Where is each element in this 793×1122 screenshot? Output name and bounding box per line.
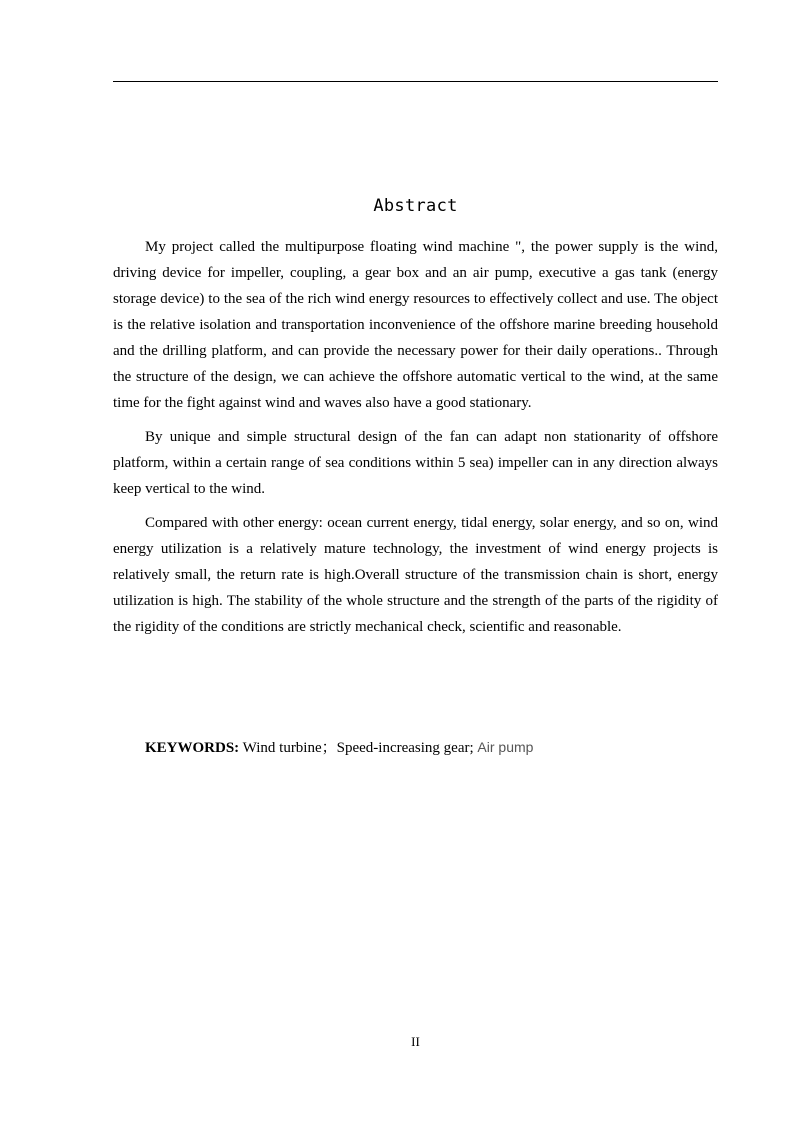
- abstract-paragraph-2: By unique and simple structural design of the fan can adapt non stationarity of offshore platform, within a certain range of sea conditions within 5 sea) impeller can in any direction always keep vertical to the wind.: [113, 429, 718, 497]
- abstract-body: [113, 234, 718, 648]
- keywords-items: Wind turbine；Speed-increasing gear;: [242, 740, 478, 756]
- abstract-paragraph-3: Compared with other energy: ocean current energy, tidal energy, solar energy, and so on, wind energy utilization is a relatively mature technology, the investment of wind energy projects is relatively small, the return rate is high.Overall structure of the transmission chain is short, energy utilization is high. The stability of the whole structure and the strength of the parts of the rigidity of the rigidity of the conditions are strictly mechanical check, scientific and reasonable.: [113, 515, 718, 635]
- header-rule: [113, 81, 718, 82]
- keywords-line: [145, 735, 718, 760]
- page-number: II: [411, 1034, 420, 1049]
- keywords-label: KEYWORDS:: [145, 740, 240, 756]
- abstract-paragraph-1: My project called the multipurpose floating wind machine ", the power supply is the wind, driving device for impeller, coupling, a gear box and an air pump, executive a gas tank (energy storage device) to the sea of the rich wind energy resources to effectively collect and use. The object is the relative isolation and transportation inconvenience of the offshore marine breeding household and the drilling platform, and can provide the necessary power for their daily operations.. Through the structure of the design, we can achieve the offshore automatic vertical to the wind, at the same time for the fight against wind and waves also have a good stationary.: [113, 239, 718, 411]
- keywords-last-item: Air pump: [477, 739, 534, 755]
- page-title: Abstract: [373, 196, 458, 216]
